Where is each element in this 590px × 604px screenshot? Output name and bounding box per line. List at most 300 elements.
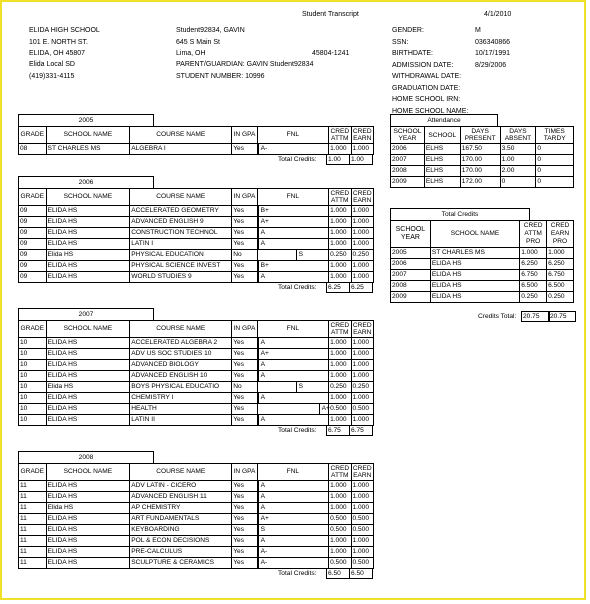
attendance-cell: 2007 — [391, 155, 425, 166]
gpa-cell: Yes — [232, 514, 257, 525]
column-header: GRADE — [19, 189, 47, 206]
school-cell: ELIDA HS — [46, 338, 130, 349]
attendance-cell: 0 — [500, 177, 536, 188]
cred-attm-cell: 1.000 — [329, 261, 351, 272]
course-cell: ADVANCED BIOLOGY — [130, 360, 232, 371]
fnl-cell — [257, 415, 328, 426]
course-cell: ADVANCED ENGLISH 11 — [130, 492, 232, 503]
cred-attm-cell: 1.000 — [329, 360, 351, 371]
cred-earn-cell: 1.000 — [351, 393, 374, 404]
fnl-cell — [257, 360, 328, 371]
final-mark: A+ — [258, 349, 269, 359]
school-cell: ELIDA HS — [46, 415, 130, 426]
table-row — [19, 338, 374, 349]
table-row — [391, 259, 574, 270]
gpa-cell: Yes — [232, 272, 257, 283]
attendance-cell: 170.00 — [460, 155, 500, 166]
year-title: 2008 — [18, 451, 154, 463]
course-cell: ART FUNDAMENTALS — [130, 514, 232, 525]
year-course-table — [18, 188, 374, 283]
fnl-cell — [257, 228, 328, 239]
cred-earn-cell: 1.000 — [351, 371, 374, 382]
table-row — [391, 248, 574, 259]
attendance-cell: 170.00 — [460, 166, 500, 177]
fnl-cell — [257, 514, 328, 525]
column-header: SCHOOL NAME — [46, 127, 130, 144]
table-row — [19, 558, 374, 569]
gpa-cell: Yes — [232, 338, 257, 349]
total-credits-cell: 6.750 — [547, 270, 574, 281]
course-cell: ADVANCED ENGLISH 9 — [130, 217, 232, 228]
year-title: 2005 — [18, 114, 154, 126]
column-header: DAYS ABSENT — [500, 127, 536, 144]
cred-attm-cell: 1.000 — [329, 239, 351, 250]
student-city: Lima, OH — [176, 50, 206, 57]
fnl-cell — [257, 547, 328, 558]
fnl-cell — [257, 503, 328, 514]
attendance-table — [390, 126, 574, 188]
info-value: 10/17/1991 — [475, 50, 511, 57]
attendance-cell: 2009 — [391, 177, 425, 188]
table-row — [19, 360, 374, 371]
grade-cell: 11 — [19, 536, 47, 547]
cred-attm-cell: 1.000 — [329, 272, 351, 283]
total-credits-label: Total Credits: — [278, 156, 317, 163]
table-row — [19, 536, 374, 547]
gpa-cell: Yes — [232, 239, 257, 250]
grade-cell: 09 — [19, 239, 47, 250]
column-header: SCHOOL NAME — [46, 464, 130, 481]
cred-earn-cell: 1.000 — [351, 272, 374, 283]
table-row — [19, 492, 374, 503]
column-header: CRED EARN — [352, 128, 372, 142]
column-header: IN GPA — [232, 464, 257, 481]
gpa-cell: Yes — [232, 261, 257, 272]
total-credits-cell: ST CHARLES MS — [430, 248, 519, 259]
cred-attm-cell: 1.000 — [329, 393, 351, 404]
table-row — [19, 503, 374, 514]
final-mark: A — [258, 360, 265, 370]
final-mark: A — [258, 371, 265, 381]
course-cell: ADV LATIN - CICERO — [130, 481, 232, 492]
table-row — [19, 217, 374, 228]
total-credits-cell: 6.750 — [520, 270, 547, 281]
cred-earn-cell: 1.000 — [351, 349, 374, 360]
total-credits-cell: ELIDA HS — [430, 281, 519, 292]
fnl-cell — [257, 404, 328, 415]
total-credits-table — [390, 220, 574, 303]
cred-attm-cell: 1.000 — [329, 492, 351, 503]
info-label: GENDER: — [392, 27, 424, 34]
column-header: COURSE NAME — [130, 321, 232, 338]
gpa-cell: Yes — [232, 360, 257, 371]
cred-earn-cell: 1.000 — [351, 338, 374, 349]
attendance-cell: 3.50 — [500, 144, 536, 155]
school-cell: ELIDA HS — [46, 558, 130, 569]
table-row — [391, 292, 574, 303]
gpa-cell: Yes — [232, 206, 257, 217]
cred-earn-cell: 1.000 — [351, 206, 374, 217]
school-cell: ELIDA HS — [46, 393, 130, 404]
fnl-cell — [257, 239, 328, 250]
info-label: HOME SCHOOL IRN: — [392, 96, 461, 103]
column-header: SCHOOL NAME — [46, 321, 130, 338]
column-header: CRED ATTM PRO — [520, 221, 547, 248]
year-total-earn: 6.75 — [349, 425, 373, 436]
fnl-cell — [257, 217, 328, 228]
header-row — [19, 189, 374, 206]
attendance-cell: ELHS — [424, 155, 460, 166]
final-mark: A — [258, 393, 265, 403]
cred-earn-cell: 1.000 — [351, 144, 374, 155]
year-course-table — [18, 463, 374, 569]
attendance-cell: 2008 — [391, 166, 425, 177]
school-cell: ELIDA HS — [46, 547, 130, 558]
cred-attm-cell: 1.000 — [329, 415, 351, 426]
table-row — [19, 415, 374, 426]
total-credits-label: Total Credits: — [278, 570, 317, 577]
total-credits-cell: 1.000 — [547, 248, 574, 259]
info-label: ADMISSION DATE: — [392, 61, 454, 69]
fnl-cell — [257, 481, 328, 492]
attendance-cell: ELHS — [424, 144, 460, 155]
grade-cell: 10 — [19, 349, 47, 360]
fnl-cell — [257, 250, 328, 261]
table-row — [19, 228, 374, 239]
gpa-cell: Yes — [232, 415, 257, 426]
cred-earn-cell: 1.000 — [351, 261, 374, 272]
grade-cell: 10 — [19, 415, 47, 426]
cred-attm-cell: 1.000 — [329, 228, 351, 239]
total-credits-cell: 0.250 — [547, 292, 574, 303]
year-total-attm: 6.25 — [326, 282, 350, 293]
total-credits-cell: 6.500 — [547, 281, 574, 292]
year-course-table — [18, 320, 374, 426]
cred-attm-cell: 1.000 — [329, 503, 351, 514]
table-row — [19, 250, 374, 261]
column-header: GRADE — [19, 464, 47, 481]
course-cell: LATIN II — [130, 415, 232, 426]
year-title: 2006 — [18, 176, 154, 188]
column-header: COURSE NAME — [130, 189, 232, 206]
cred-earn-cell: 1.000 — [351, 217, 374, 228]
column-header: GRADE — [19, 127, 47, 144]
column-header: GRADE — [19, 321, 47, 338]
year-total-attm: 6.75 — [326, 425, 350, 436]
info-value: 036340866 — [475, 38, 511, 46]
page-title: Student Transcript — [302, 11, 359, 18]
course-cell: ADVANCED ENGLISH 10 — [130, 371, 232, 382]
attendance-cell: 0 — [536, 166, 574, 177]
cred-attm-cell: 0.250 — [329, 382, 351, 393]
cred-attm-cell: 1.000 — [329, 144, 351, 155]
column-header: CRED EARN PRO — [547, 221, 574, 248]
table-row — [391, 166, 574, 177]
fnl-cell — [257, 272, 328, 283]
table-row — [19, 261, 374, 272]
table-row — [19, 547, 374, 558]
column-header: IN GPA — [232, 321, 257, 338]
cred-earn-cell: 1.000 — [351, 228, 374, 239]
school-cell: ELIDA HS — [46, 525, 130, 536]
total-credits-cell: 2006 — [391, 259, 431, 270]
grade-cell: 10 — [19, 371, 47, 382]
fnl-cell — [257, 144, 328, 155]
gpa-cell: Yes — [232, 349, 257, 360]
final-mark: A- — [258, 144, 268, 154]
course-cell: PHYSICAL SCIENCE INVEST — [130, 261, 232, 272]
credits-total-label: Credits Total: — [478, 313, 517, 320]
cred-attm-cell: 1.000 — [329, 338, 351, 349]
student-name: Student92834, GAVIN — [176, 27, 245, 34]
final-mark: A- — [258, 558, 268, 568]
grade-cell: 11 — [19, 492, 47, 503]
school-address1: 101 E. NORTH ST. — [29, 39, 89, 46]
gpa-cell: Yes — [232, 492, 257, 503]
cred-earn-cell: 1.000 — [351, 503, 374, 514]
grade-cell: 11 — [19, 547, 47, 558]
column-header: CRED EARN — [352, 322, 372, 336]
grade-cell: 11 — [19, 481, 47, 492]
grade-cell: 09 — [19, 228, 47, 239]
cred-earn-cell: 1.000 — [351, 481, 374, 492]
grade-cell: 10 — [19, 360, 47, 371]
total-credits-cell: 2009 — [391, 292, 431, 303]
column-header: FNL — [257, 321, 328, 338]
year-total-earn: 6.25 — [349, 282, 373, 293]
column-header: IN GPA — [232, 127, 257, 144]
gpa-cell: Yes — [232, 144, 257, 155]
fnl-cell — [257, 206, 328, 217]
final-mark: B+ — [258, 206, 269, 216]
course-cell: CONSTRUCTION TECHNOL — [130, 228, 232, 239]
grade-cell: 09 — [19, 261, 47, 272]
course-cell: ACCELERATED GEOMETRY — [130, 206, 232, 217]
final-mark: A — [258, 503, 265, 513]
grade-cell: 11 — [19, 503, 47, 514]
table-row — [19, 144, 374, 155]
school-address2: ELIDA, OH 45807 — [29, 50, 86, 57]
gpa-cell: Yes — [232, 547, 257, 558]
cred-attm-cell: 0.250 — [329, 250, 351, 261]
gpa-cell: Yes — [232, 525, 257, 536]
column-header: IN GPA — [232, 189, 257, 206]
column-header: DAYS PRESENT — [460, 127, 500, 144]
fnl-cell — [257, 536, 328, 547]
gpa-cell: Yes — [232, 481, 257, 492]
gpa-cell: Yes — [232, 404, 257, 415]
course-cell: CHEMISTRY I — [130, 393, 232, 404]
column-header: CRED EARN — [352, 190, 372, 204]
column-header: CRED ATTM — [330, 128, 350, 142]
cred-attm-cell: 1.000 — [329, 547, 351, 558]
cred-attm-cell: 1.000 — [329, 536, 351, 547]
attendance-cell: 2006 — [391, 144, 425, 155]
attendance-title: Attendance — [390, 114, 498, 126]
table-row — [391, 281, 574, 292]
final-mark: A — [258, 272, 265, 282]
gpa-cell: No — [232, 250, 257, 261]
cred-attm-cell: 0.500 — [329, 404, 351, 415]
cred-earn-cell: 1.000 — [351, 360, 374, 371]
final-mark: A+ — [319, 404, 330, 414]
final-mark: A+ — [258, 217, 269, 227]
school-cell: ELIDA HS — [46, 228, 130, 239]
final-mark: A — [258, 492, 265, 502]
student-zip: 45804-1241 — [312, 50, 350, 57]
school-cell: ELIDA HS — [46, 206, 130, 217]
school-cell: ELIDA HS — [46, 217, 130, 228]
grade-cell: 09 — [19, 206, 47, 217]
final-mark: A+ — [258, 514, 269, 524]
course-cell: PRE-CALCULUS — [130, 547, 232, 558]
fnl-cell — [257, 525, 328, 536]
gpa-cell: Yes — [232, 503, 257, 514]
grade-cell: 11 — [19, 525, 47, 536]
gpa-cell: No — [232, 382, 257, 393]
cred-earn-cell: 1.000 — [351, 415, 374, 426]
info-label: WITHDRAWAL DATE: — [392, 73, 462, 80]
header-row — [391, 221, 574, 248]
year-total-earn: 6.50 — [349, 568, 373, 579]
header-row — [391, 127, 574, 144]
column-header: SCHOOL NAME — [430, 221, 519, 248]
course-cell: BOYS PHYSICAL EDUCATIO — [130, 382, 232, 393]
attendance-cell: 0 — [536, 155, 574, 166]
final-mark: S — [258, 525, 265, 535]
attendance-cell: 167.50 — [460, 144, 500, 155]
school-cell: ELIDA HS — [46, 272, 130, 283]
table-row — [19, 393, 374, 404]
final-mark: A — [258, 228, 265, 238]
school-cell: ELIDA HS — [46, 492, 130, 503]
school-cell: ELIDA HS — [46, 536, 130, 547]
total-credits-cell: 2008 — [391, 281, 431, 292]
info-value: 8/29/2006 — [475, 61, 507, 69]
fnl-cell — [257, 558, 328, 569]
column-header: CRED ATTM — [330, 322, 350, 336]
cred-earn-cell: 0.500 — [351, 525, 374, 536]
total-credits-label: Total Credits: — [278, 284, 317, 291]
table-row — [391, 144, 574, 155]
final-mark: A — [258, 338, 265, 348]
column-header: SCHOOL YEAR — [391, 127, 425, 144]
course-cell: ALGEBRA I — [130, 144, 232, 155]
course-cell: AP CHEMISTRY — [130, 503, 232, 514]
column-header: CRED EARN — [352, 465, 372, 479]
fnl-cell — [257, 338, 328, 349]
school-cell: ELIDA HS — [46, 481, 130, 492]
table-row — [19, 272, 374, 283]
gpa-cell: Yes — [232, 228, 257, 239]
school-district: Elida Local SD — [29, 61, 75, 68]
attendance-cell: 2.00 — [500, 166, 536, 177]
school-cell: ELIDA HS — [46, 514, 130, 525]
cred-earn-cell: 1.000 — [351, 536, 374, 547]
grade-cell: 08 — [19, 144, 47, 155]
cred-attm-cell: 1.000 — [329, 217, 351, 228]
table-row — [19, 239, 374, 250]
final-mark: A — [258, 239, 265, 249]
student-number: STUDENT NUMBER: 10996 — [176, 73, 265, 80]
header-row — [19, 127, 374, 144]
total-credits-cell: 6.250 — [547, 259, 574, 270]
school-cell: Elida HS — [46, 382, 130, 393]
grade-cell: 11 — [19, 514, 47, 525]
table-row — [391, 177, 574, 188]
total-credits-cell: 6.500 — [520, 281, 547, 292]
attendance-cell: 0 — [536, 177, 574, 188]
course-cell: ADV US SOC STUDIES 10 — [130, 349, 232, 360]
year-total-earn: 1.00 — [349, 154, 373, 165]
course-cell: KEYBOARDING — [130, 525, 232, 536]
cred-earn-cell: 0.500 — [351, 514, 374, 525]
cred-attm-cell: 0.500 — [329, 525, 351, 536]
table-row — [391, 155, 574, 166]
final-mark: A — [258, 415, 265, 425]
column-header: FNL — [257, 127, 328, 144]
school-cell: ELIDA HS — [46, 261, 130, 272]
cred-earn-cell: 1.000 — [351, 547, 374, 558]
info-value: M — [475, 27, 481, 34]
school-cell: ST CHARLES MS — [46, 144, 130, 155]
final-mark: A — [258, 536, 265, 546]
attendance-cell: 1.00 — [500, 155, 536, 166]
gpa-cell: Yes — [232, 536, 257, 547]
credits-total-attm: 20.75 — [521, 311, 550, 322]
gpa-cell: Yes — [232, 371, 257, 382]
cred-attm-cell: 0.500 — [329, 558, 351, 569]
final-mark: S — [296, 250, 303, 260]
cred-attm-cell: 0.500 — [329, 514, 351, 525]
cred-earn-cell: 0.250 — [351, 250, 374, 261]
total-credits-cell: 2005 — [391, 248, 431, 259]
fnl-cell — [257, 393, 328, 404]
table-row — [19, 404, 374, 415]
column-header: SCHOOL — [424, 127, 460, 144]
total-credits-cell: ELIDA HS — [430, 270, 519, 281]
table-row — [19, 349, 374, 360]
attendance-cell: 0 — [536, 144, 574, 155]
total-credits-cell: ELIDA HS — [430, 259, 519, 270]
year-total-attm: 6.50 — [326, 568, 350, 579]
cred-earn-cell: 0.500 — [351, 558, 374, 569]
cred-attm-cell: 1.000 — [329, 206, 351, 217]
column-header: SCHOOL YEAR — [391, 221, 431, 248]
guardian-line: PARENT/GUARDIAN: GAVIN Student92834 — [176, 61, 314, 68]
grade-cell: 10 — [19, 393, 47, 404]
final-mark: S — [296, 382, 303, 392]
course-cell: ACCELERATED ALGEBRA 2 — [130, 338, 232, 349]
total-credits-label: Total Credits: — [278, 427, 317, 434]
gpa-cell: Yes — [232, 217, 257, 228]
total-credits-title: Total Credits — [390, 208, 530, 220]
course-cell: HEALTH — [130, 404, 232, 415]
attendance-cell: ELHS — [424, 177, 460, 188]
school-cell: ELIDA HS — [46, 371, 130, 382]
column-header: COURSE NAME — [130, 464, 232, 481]
info-label: GRADUATION DATE: — [392, 84, 461, 92]
table-row — [391, 270, 574, 281]
column-header: COURSE NAME — [130, 127, 232, 144]
info-label: HOME SCHOOL NAME: — [392, 107, 469, 115]
fnl-cell — [257, 371, 328, 382]
column-header: FNL — [257, 189, 328, 206]
table-row — [19, 525, 374, 536]
total-credits-cell: 0.250 — [520, 292, 547, 303]
column-header: TIMES TARDY — [536, 127, 574, 144]
year-title: 2007 — [18, 308, 154, 320]
